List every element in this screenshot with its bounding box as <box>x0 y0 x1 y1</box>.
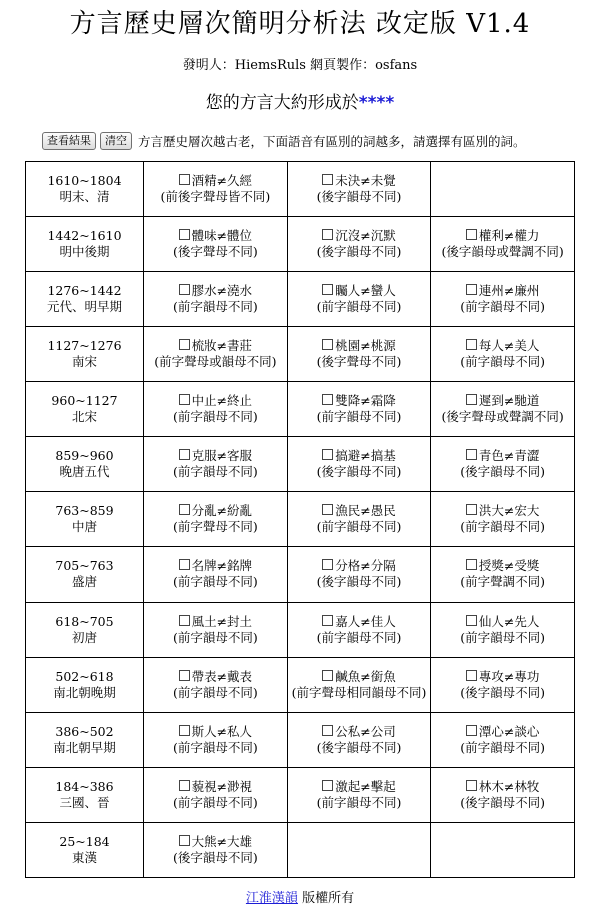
word-pair-cell <box>144 492 288 547</box>
checkbox[interactable] <box>179 504 190 515</box>
difference-note: (前字韻母不同) <box>316 629 402 645</box>
instruction-text: 方言歷史層次越古老，下面語音有區別的詞越多，請選擇有區別的詞。 <box>138 134 526 149</box>
inventor-credit: 發明人：HiemsRuls 網頁製作：osfans <box>182 58 418 73</box>
era-years: 618~705 <box>55 613 114 629</box>
difference-note: (後字韻母不同) <box>460 794 546 810</box>
difference-note: (前字聲母或韻母不同) <box>154 354 277 370</box>
checkbox[interactable] <box>322 725 333 736</box>
word-pair-option[interactable] <box>466 338 539 353</box>
checkbox[interactable] <box>466 229 477 240</box>
difference-note: (前字韻母不同) <box>172 794 258 810</box>
era-row <box>26 327 575 382</box>
word-pair-option[interactable] <box>466 558 539 573</box>
era-row <box>26 657 575 712</box>
word-pair-label: 大熊≠大雄 <box>191 833 253 849</box>
word-pair-label: 激起≠擊起 <box>335 778 396 794</box>
word-pair-cell <box>144 382 288 437</box>
footer-link[interactable]: 江淮漢韻 <box>245 891 298 906</box>
word-pair-cell <box>287 437 431 492</box>
word-pair-label: 分格≠分隔 <box>335 558 396 574</box>
word-pair-option[interactable] <box>179 228 252 243</box>
checkbox[interactable] <box>179 284 190 295</box>
word-pair-cell <box>144 327 288 382</box>
toolbar <box>42 131 598 151</box>
checkbox[interactable] <box>466 504 477 515</box>
word-pair-label: 漁民≠愚民 <box>335 503 396 519</box>
word-pair-label: 分亂≠紛亂 <box>191 503 253 519</box>
difference-note: (後字韻母不同) <box>316 574 402 590</box>
word-pair-option[interactable] <box>179 558 252 573</box>
word-pair-label: 公私≠公司 <box>335 723 396 739</box>
word-pair-cell <box>431 327 575 382</box>
word-pair-cell <box>287 712 431 767</box>
difference-note: (前字韻母不同) <box>316 299 402 315</box>
word-pair-cell <box>287 657 431 712</box>
checkbox[interactable] <box>322 504 333 515</box>
difference-note: (前字韻母不同) <box>460 629 546 645</box>
era-cell <box>26 272 144 327</box>
word-pair-cell <box>431 712 575 767</box>
word-pair-cell <box>287 162 431 217</box>
word-pair-option[interactable] <box>179 614 252 629</box>
era-name: 明中後期 <box>59 244 110 260</box>
era-name: 北宋 <box>71 409 97 425</box>
era-name: 初唐 <box>71 629 97 645</box>
word-pair-option[interactable] <box>179 393 252 408</box>
word-pair-cell <box>144 712 288 767</box>
difference-note: (前字韻母不同) <box>316 519 402 535</box>
word-pair-label: 沉沒≠沉默 <box>335 228 396 244</box>
difference-note: (後字韻母不同) <box>316 244 402 260</box>
difference-note: (後字韻母或聲調不同) <box>441 244 564 260</box>
checkbox[interactable] <box>179 670 190 681</box>
word-pair-label: 鹹魚≠銜魚 <box>335 668 396 684</box>
word-pair-option[interactable] <box>466 393 539 408</box>
era-cell <box>26 217 144 272</box>
era-cell <box>26 547 144 602</box>
word-pair-option[interactable] <box>179 834 252 849</box>
word-pair-cell <box>287 327 431 382</box>
era-name: 南宋 <box>71 354 97 370</box>
word-pair-cell <box>431 437 575 492</box>
view-result-button[interactable]: 查看結果 <box>42 132 96 150</box>
era-name: 三國、晉 <box>59 794 110 810</box>
word-pair-cell <box>431 602 575 657</box>
word-pair-option[interactable] <box>322 228 395 243</box>
word-pair-option[interactable] <box>179 503 252 518</box>
era-years: 1442~1610 <box>47 228 122 244</box>
era-years: 859~960 <box>55 448 114 464</box>
era-cell <box>26 822 144 877</box>
era-name: 明末、清 <box>59 189 110 205</box>
difference-note: (後字韻母不同) <box>460 684 546 700</box>
result-value: **** <box>358 93 395 113</box>
word-pair-cell <box>431 382 575 437</box>
era-name: 元代、明早期 <box>46 299 122 315</box>
word-pair-label: 體味≠體位 <box>191 228 253 244</box>
word-pair-label: 未決≠未覺 <box>335 173 396 189</box>
word-pair-option[interactable] <box>179 448 252 463</box>
word-pair-label: 仙人≠先人 <box>478 613 540 629</box>
checkbox[interactable] <box>466 284 477 295</box>
word-pair-option[interactable] <box>322 338 395 353</box>
era-name: 東漢 <box>71 849 97 865</box>
word-pair-cell <box>287 382 431 437</box>
checkbox[interactable] <box>179 780 190 791</box>
word-pair-label: 梳妝≠書莊 <box>191 338 253 354</box>
word-pair-label: 雙降≠霜降 <box>335 393 396 409</box>
era-years: 184~386 <box>55 778 114 794</box>
page-title: 方言歷史層次簡明分析法 改定版 V1.4 <box>69 9 531 39</box>
result-prefix: 您的方言大約形成於 <box>205 93 359 113</box>
word-pair-option[interactable] <box>179 669 252 684</box>
era-cell <box>26 437 144 492</box>
word-pair-cell <box>287 822 431 877</box>
difference-note: (前字聲母不同) <box>172 519 258 535</box>
checkbox[interactable] <box>322 394 333 405</box>
era-row <box>26 712 575 767</box>
word-pair-label: 桃園≠桃源 <box>335 338 396 354</box>
word-pair-option[interactable] <box>322 614 395 629</box>
era-cell <box>26 162 144 217</box>
word-pair-label: 潭心≠談心 <box>478 723 540 739</box>
copyright-text: 版權所有 <box>297 891 355 906</box>
word-pair-label: 膠水≠澆水 <box>191 283 253 299</box>
word-pair-option[interactable] <box>466 779 539 794</box>
checkbox[interactable] <box>179 339 190 350</box>
word-pair-option[interactable] <box>466 228 539 243</box>
difference-note: (後字聲母不同) <box>316 354 402 370</box>
result-line <box>0 91 600 115</box>
difference-note: (前字韻母不同) <box>316 409 402 425</box>
word-pair-option[interactable] <box>322 503 395 518</box>
checkbox[interactable] <box>179 449 190 460</box>
word-pair-label: 斯人≠私人 <box>191 723 253 739</box>
word-pair-cell <box>144 657 288 712</box>
word-pair-option[interactable] <box>179 338 252 353</box>
era-cell <box>26 492 144 547</box>
era-cell <box>26 602 144 657</box>
era-cell <box>26 712 144 767</box>
difference-note: (前字韻母不同) <box>460 519 546 535</box>
word-pair-option[interactable] <box>179 779 252 794</box>
word-pair-option[interactable] <box>466 448 539 463</box>
word-pair-option[interactable] <box>322 393 395 408</box>
word-pair-cell <box>144 162 288 217</box>
word-pair-option[interactable] <box>466 724 539 739</box>
checkbox[interactable] <box>179 559 190 570</box>
era-row <box>26 602 575 657</box>
word-pair-label: 名牌≠銘牌 <box>191 558 253 574</box>
word-pair-option[interactable] <box>322 558 395 573</box>
checkbox[interactable] <box>322 284 333 295</box>
difference-note: (前字聲調不同) <box>460 574 546 590</box>
difference-note: (前字韻母不同) <box>460 354 546 370</box>
difference-note: (前字聲母相同韻母不同) <box>291 684 427 700</box>
word-pair-cell <box>431 217 575 272</box>
era-cell <box>26 327 144 382</box>
word-pair-option[interactable] <box>322 779 395 794</box>
word-pair-label: 矚人≠蠻人 <box>335 283 396 299</box>
word-pair-option[interactable] <box>322 669 395 684</box>
era-years: 1276~1442 <box>47 283 122 299</box>
era-name: 晚唐五代 <box>59 464 110 480</box>
difference-note: (前字韻母不同) <box>460 739 546 755</box>
word-pair-label: 每人≠美人 <box>478 338 540 354</box>
word-pair-option[interactable] <box>179 173 252 188</box>
difference-note: (後字韻母不同) <box>460 464 546 480</box>
word-pair-label: 藐視≠渺視 <box>191 778 253 794</box>
word-pair-label: 連州≠廉州 <box>478 283 540 299</box>
word-pair-option[interactable] <box>322 173 395 188</box>
word-pair-label: 嘉人≠佳人 <box>335 613 396 629</box>
word-pair-option[interactable] <box>466 669 539 684</box>
word-pair-label: 洪大≠宏大 <box>478 503 540 519</box>
word-pair-cell <box>144 437 288 492</box>
word-pair-option[interactable] <box>179 283 252 298</box>
era-row <box>26 547 575 602</box>
difference-note: (後字韻母不同) <box>172 849 258 865</box>
era-name: 盛唐 <box>71 574 97 590</box>
difference-note: (前後字聲母皆不同) <box>160 189 271 205</box>
word-pair-label: 遲到≠馳道 <box>478 393 540 409</box>
word-pair-option[interactable] <box>466 283 539 298</box>
word-pair-cell <box>144 822 288 877</box>
checkbox[interactable] <box>466 559 477 570</box>
checkbox[interactable] <box>322 229 333 240</box>
word-pair-cell <box>144 767 288 822</box>
checkbox[interactable] <box>322 670 333 681</box>
difference-note: (前字韻母不同) <box>172 574 258 590</box>
checkbox[interactable] <box>466 449 477 460</box>
word-pair-label: 風土≠封土 <box>191 613 253 629</box>
difference-note: (前字韻母不同) <box>172 684 258 700</box>
word-pair-cell <box>287 217 431 272</box>
word-pair-label: 中止≠終止 <box>191 393 253 409</box>
word-pair-option[interactable] <box>466 614 539 629</box>
checkbox[interactable] <box>322 780 333 791</box>
era-years: 386~502 <box>55 723 114 739</box>
word-pair-label: 權利≠權力 <box>478 228 540 244</box>
difference-note: (前字韻母不同) <box>172 739 258 755</box>
word-pair-cell <box>287 602 431 657</box>
footer <box>0 890 600 908</box>
checkbox[interactable] <box>322 339 333 350</box>
word-pair-option[interactable] <box>466 503 539 518</box>
clear-button[interactable]: 清空 <box>100 132 132 150</box>
word-pair-option[interactable] <box>322 448 395 463</box>
difference-note: (前字韻母不同) <box>172 629 258 645</box>
difference-note: (前字韻母不同) <box>172 409 258 425</box>
word-pair-cell <box>431 547 575 602</box>
difference-note: (後字聲母或聲調不同) <box>441 409 564 425</box>
word-pair-label: 克服≠客服 <box>191 448 253 464</box>
era-years: 1610~1804 <box>47 173 122 189</box>
word-pair-cell <box>431 767 575 822</box>
word-pair-cell <box>431 272 575 327</box>
era-row <box>26 822 575 877</box>
word-pair-label: 酒精≠久經 <box>191 173 253 189</box>
era-row <box>26 382 575 437</box>
checkbox[interactable] <box>179 394 190 405</box>
era-years: 25~184 <box>59 833 110 849</box>
difference-note: (前字韻母不同) <box>460 299 546 315</box>
checkbox[interactable] <box>179 725 190 736</box>
word-pair-cell <box>287 272 431 327</box>
era-row <box>26 272 575 327</box>
checkbox[interactable] <box>466 394 477 405</box>
word-pair-option[interactable] <box>322 283 395 298</box>
era-years: 502~618 <box>55 668 114 684</box>
era-row <box>26 437 575 492</box>
era-name: 中唐 <box>71 519 97 535</box>
word-pair-cell <box>431 492 575 547</box>
word-pair-option[interactable] <box>179 724 252 739</box>
word-pair-label: 專攻≠專功 <box>478 668 540 684</box>
checkbox[interactable] <box>179 615 190 626</box>
checkbox[interactable] <box>179 229 190 240</box>
era-name: 南北朝早期 <box>53 739 116 755</box>
word-pair-cell <box>431 162 575 217</box>
difference-note: (前字韻母不同) <box>172 464 258 480</box>
word-pair-option[interactable] <box>322 724 395 739</box>
era-years: 705~763 <box>55 558 114 574</box>
word-pair-cell <box>431 822 575 877</box>
word-pair-label: 搞避≠搞基 <box>335 448 396 464</box>
word-pair-cell <box>144 217 288 272</box>
dialect-layer-table <box>25 161 575 878</box>
difference-note: (前字韻母不同) <box>316 794 402 810</box>
era-row <box>26 217 575 272</box>
word-pair-cell <box>144 272 288 327</box>
era-years: 1127~1276 <box>47 338 122 354</box>
word-pair-label: 授獎≠受獎 <box>478 558 540 574</box>
checkbox[interactable] <box>466 725 477 736</box>
word-pair-label: 青色≠青澀 <box>478 448 540 464</box>
word-pair-label: 林木≠林牧 <box>478 778 540 794</box>
checkbox[interactable] <box>466 670 477 681</box>
era-row <box>26 767 575 822</box>
era-years: 960~1127 <box>51 393 118 409</box>
checkbox[interactable] <box>322 174 333 185</box>
word-pair-cell <box>287 492 431 547</box>
checkbox[interactable] <box>466 780 477 791</box>
checkbox[interactable] <box>322 449 333 460</box>
word-pair-cell <box>144 547 288 602</box>
difference-note: (後字聲母不同) <box>172 244 258 260</box>
era-row <box>26 162 575 217</box>
word-pair-label: 帶表≠戴表 <box>191 668 253 684</box>
word-pair-cell <box>144 602 288 657</box>
era-row <box>26 492 575 547</box>
checkbox[interactable] <box>466 615 477 626</box>
era-cell <box>26 657 144 712</box>
difference-note: (後字韻母不同) <box>316 189 402 205</box>
checkbox[interactable] <box>322 559 333 570</box>
era-years: 763~859 <box>55 503 114 519</box>
difference-note: (後字韻母不同) <box>316 739 402 755</box>
checkbox[interactable] <box>466 339 477 350</box>
difference-note: (後字韻母不同) <box>316 464 402 480</box>
word-pair-cell <box>287 767 431 822</box>
word-pair-cell <box>287 547 431 602</box>
checkbox[interactable] <box>322 615 333 626</box>
era-name: 南北朝晚期 <box>53 684 116 700</box>
word-pair-cell <box>431 657 575 712</box>
difference-note: (前字韻母不同) <box>172 299 258 315</box>
era-cell <box>26 382 144 437</box>
checkbox[interactable] <box>179 835 190 846</box>
era-cell <box>26 767 144 822</box>
checkbox[interactable] <box>179 174 190 185</box>
